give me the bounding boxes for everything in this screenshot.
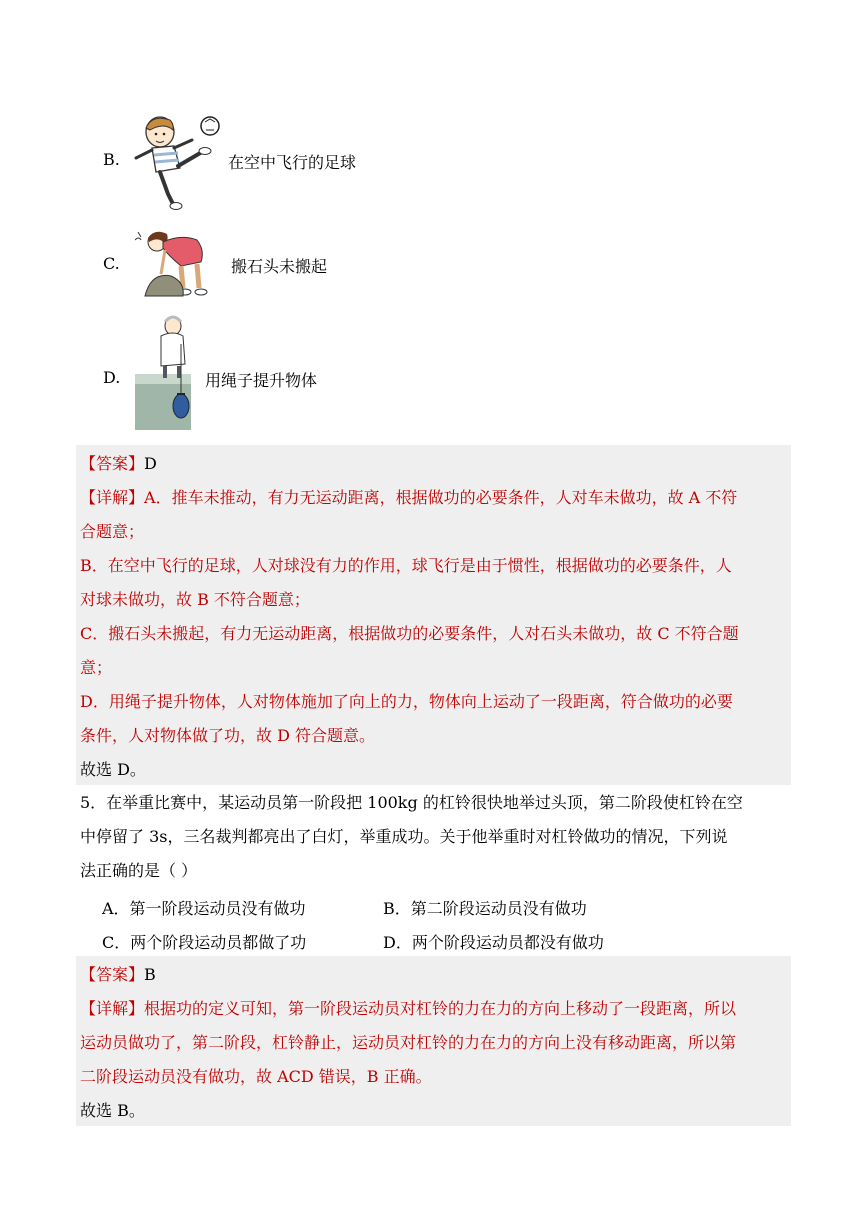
- detail-label: 【详解】: [80, 488, 145, 507]
- man-lifting-object-by-rope-icon: [135, 314, 201, 430]
- detail-line: 二阶段运动员没有做功，故 ACD 错误，B 正确。: [80, 1067, 432, 1086]
- detail-label: 【详解】: [80, 999, 145, 1018]
- answer-label: 【答案】: [80, 965, 145, 984]
- detail-line: [80, 481, 787, 515]
- detail-line: 运动员做功了，第二阶段，杠铃静止，运动员对杠铃的力在力的方向上没有移动距离，所以第: [80, 1033, 737, 1052]
- detail-line: B．在空中飞行的足球，人对球没有力的作用，球飞行是由于惯性，根据做功的必要条件，人: [80, 556, 732, 575]
- option-d: [0, 314, 868, 430]
- detail-line: 合题意；: [80, 522, 145, 541]
- detail-line: 对球未做功，故 B 不符合题意；: [80, 590, 310, 609]
- detail-line: [80, 992, 787, 1026]
- question-line: 5．在举重比赛中，某运动员第一阶段把 100kg 的杠铃很快地举过头顶，第二阶段使杠铃在空: [80, 793, 743, 812]
- choice-b[interactable]: B．第二阶段运动员没有做功: [383, 899, 587, 918]
- detail-line: 条件，人对物体做了功，故 D 符合题意。: [80, 726, 376, 745]
- answer-value: D: [144, 454, 157, 473]
- option-text: 在空中飞行的足球: [228, 153, 357, 172]
- choice-c[interactable]: C．两个阶段运动员都做了功: [102, 933, 307, 952]
- answer-value: B: [144, 965, 156, 984]
- option-b: [0, 110, 868, 210]
- question-line: 中停留了 3s，三名裁判都亮出了白灯，举重成功。关于他举重时对杠铃做功的情况，下列说: [80, 827, 728, 846]
- option-text: 搬石头未搬起: [231, 257, 328, 276]
- answer-box-prev: [76, 445, 791, 785]
- choice-a[interactable]: A．第一阶段运动员没有做功: [102, 899, 306, 918]
- detail-text: A．推车未推动，有力无运动距离，根据做功的必要条件，人对车未做功，故 A 不符: [144, 488, 738, 507]
- detail-line: 意；: [80, 658, 113, 677]
- option-letter: C.: [103, 254, 120, 273]
- question-line: 法正确的是（ ）: [80, 861, 198, 880]
- answer-line: [80, 447, 787, 481]
- answer-line: [80, 958, 787, 992]
- option-letter: D.: [103, 368, 121, 387]
- option-c: [0, 226, 868, 300]
- conclusion-line: 故选 B。: [80, 1101, 145, 1120]
- detail-line: D．用绳子提升物体，人对物体施加了向上的力，物体向上运动了一段距离，符合做功的必要: [80, 692, 733, 711]
- girl-lifting-stone-icon: [135, 226, 210, 300]
- answer-box-q5: [76, 956, 791, 1126]
- option-text: 用绳子提升物体: [205, 371, 318, 390]
- detail-text: 根据功的定义可知，第一阶段运动员对杠铃的力在力的方向上移动了一段距离，所以: [144, 999, 737, 1018]
- boy-kicking-football-icon: [130, 110, 225, 210]
- detail-line: C．搬石头未搬起，有力无运动距离，根据做功的必要条件，人对石头未做功，故 C 不符合题: [80, 624, 739, 643]
- answer-label: 【答案】: [80, 454, 145, 473]
- option-letter: B.: [103, 150, 120, 169]
- question-5: [80, 786, 792, 888]
- choice-d[interactable]: D．两个阶段运动员都没有做功: [383, 933, 604, 952]
- conclusion-line: 故选 D。: [80, 760, 146, 779]
